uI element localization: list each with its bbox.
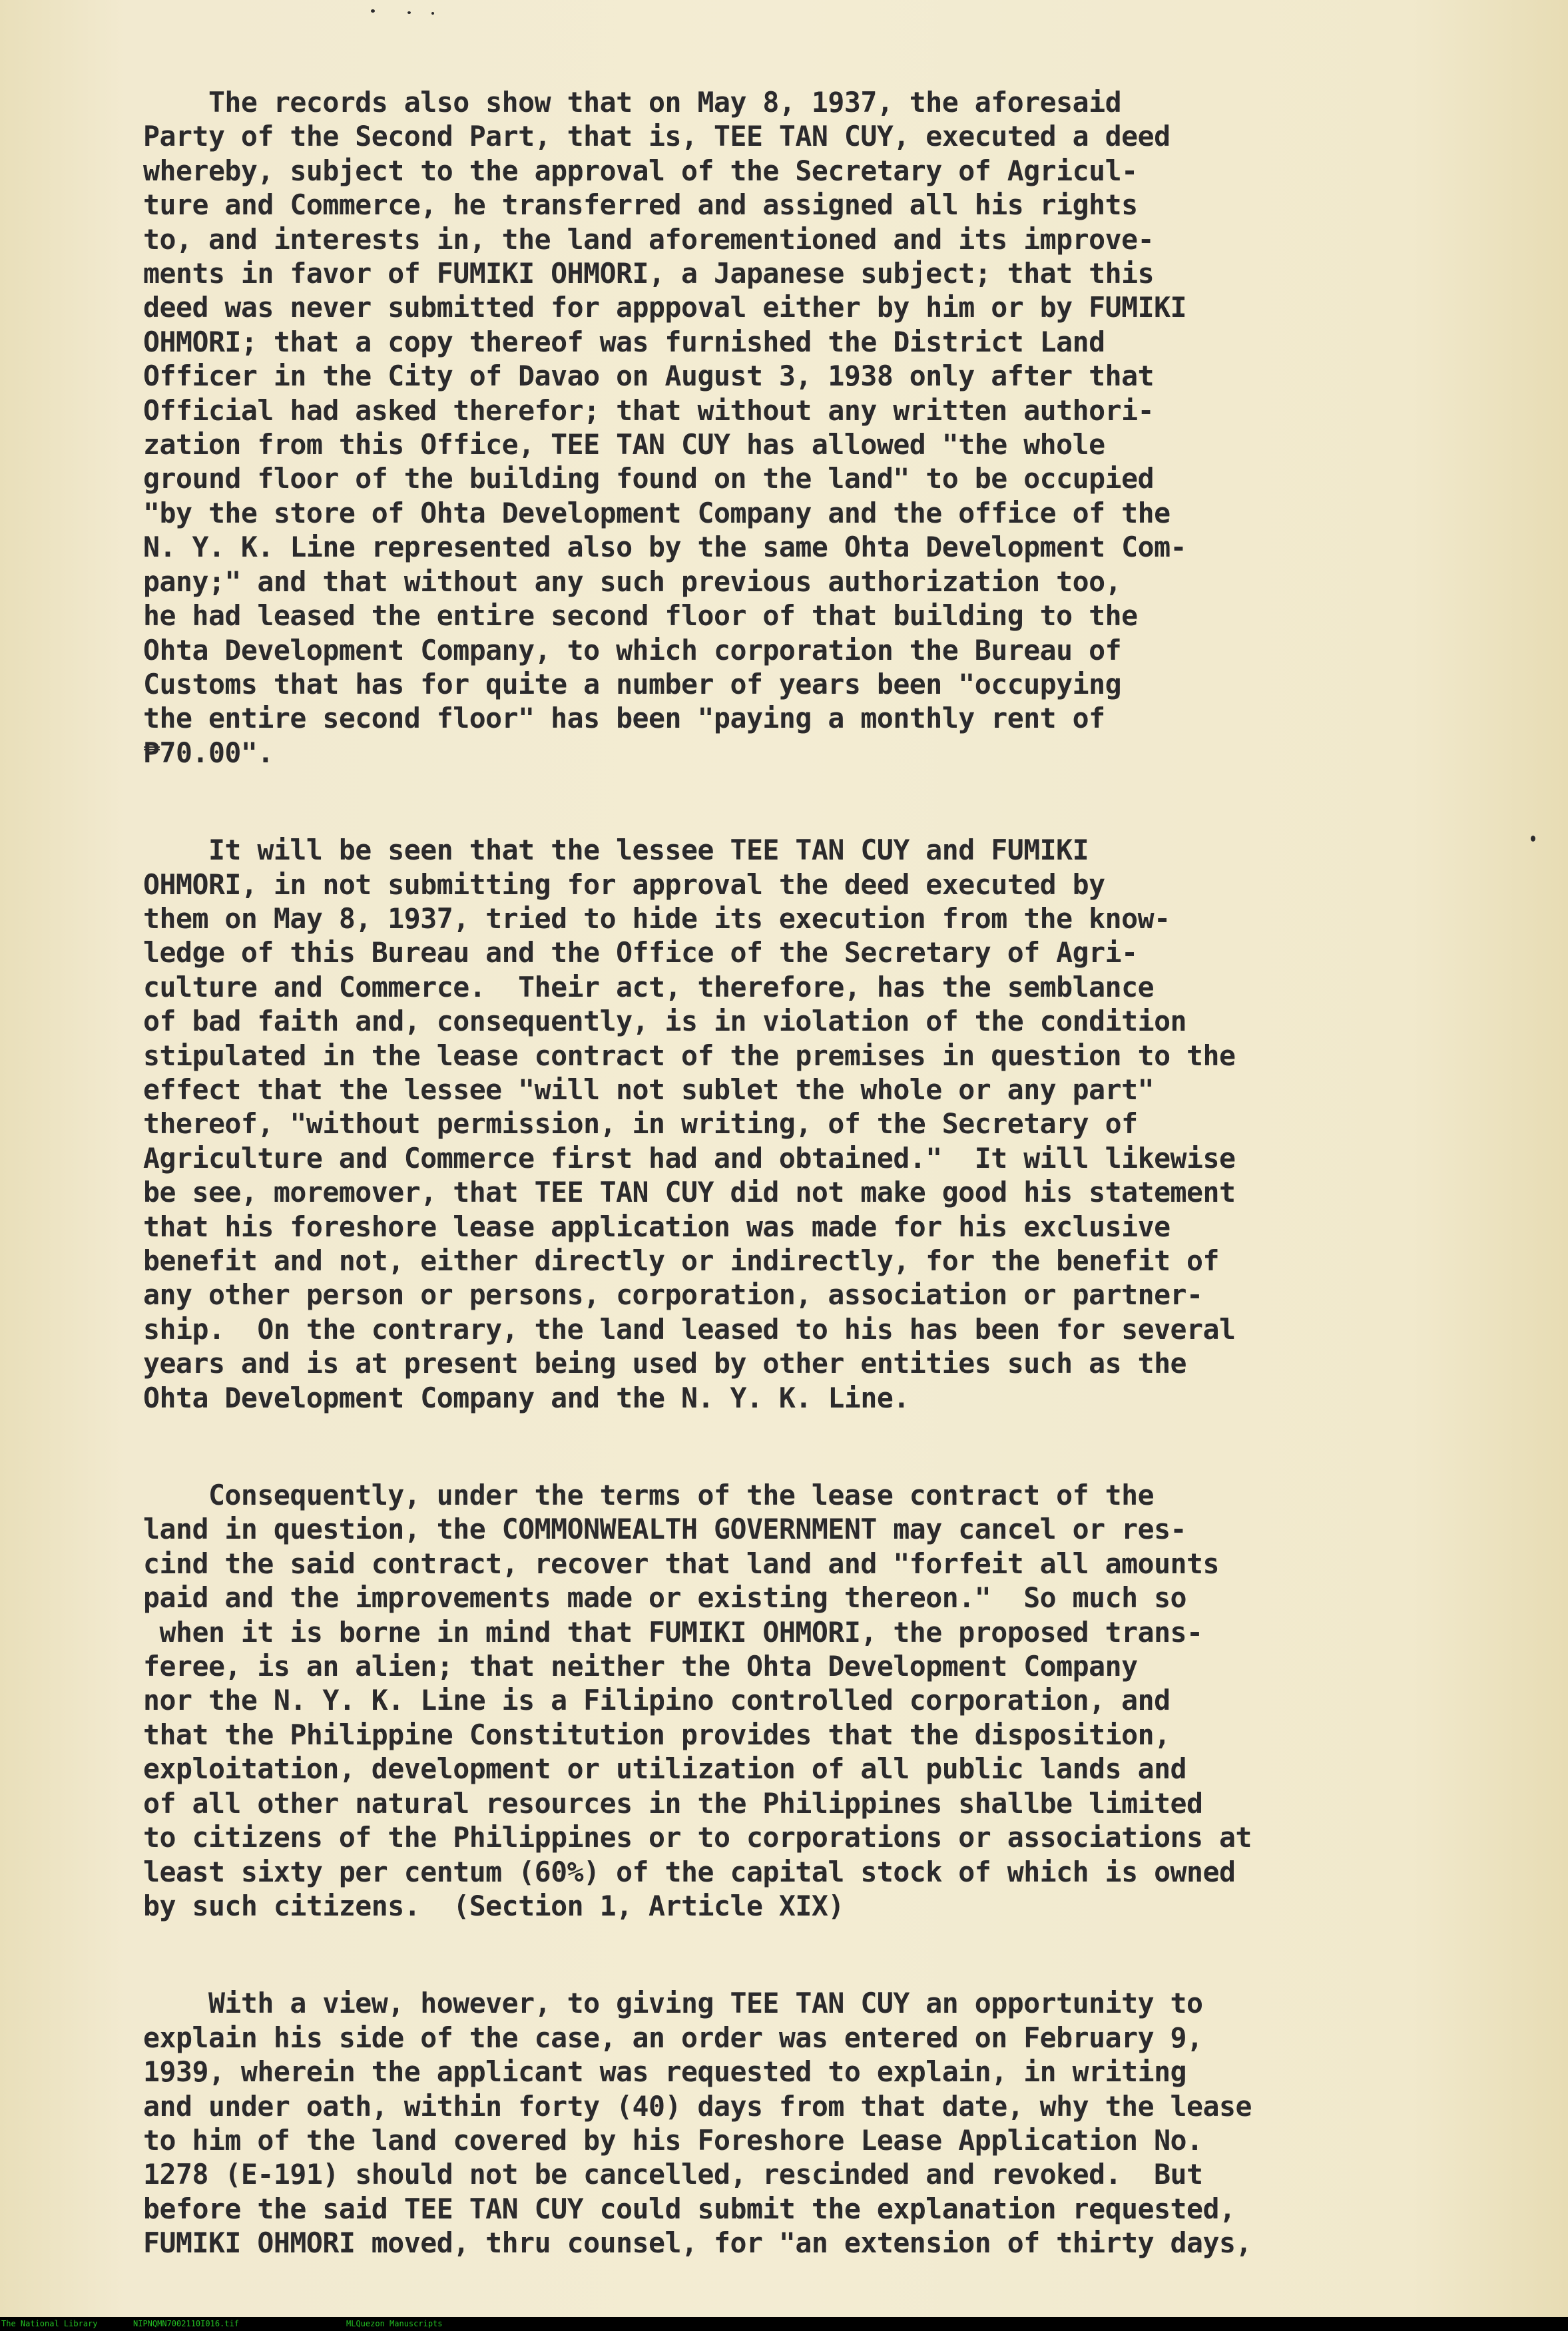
- text-line: Consequently, under the terms of the lease contract of the: [143, 1479, 1155, 1512]
- text-line: pany;" and that without any such previous authorization too,: [143, 565, 1122, 598]
- text-line: N. Y. K. Line represented also by the same Ohta Development Com-: [143, 531, 1187, 564]
- text-line: benefit and not, either directly or indirectly, for the benefit of: [143, 1244, 1220, 1277]
- ink-speck: [371, 9, 375, 13]
- text-line: thereof, "without permission, in writing, of the Secretary of: [143, 1107, 1138, 1141]
- ink-speck: [1531, 836, 1535, 842]
- footer-filename: NIPNQMN7002110I016.tif: [133, 2319, 239, 2328]
- text-line: to him of the land covered by his Foreshore Lease Application No.: [143, 2123, 1203, 2157]
- text-line: ground floor of the building found on the land" to be occupied: [143, 462, 1155, 495]
- paragraph-lessee: [143, 833, 1528, 1415]
- text-line: "by the store of Ohta Development Company and the office of the: [143, 496, 1171, 529]
- letter-body: [143, 85, 1528, 2260]
- text-line: any other person or persons, corporation, association or partner-: [143, 1278, 1203, 1312]
- text-line: deed was never submitted for apppoval either by him or by FUMIKI: [143, 291, 1187, 324]
- text-line: feree, is an alien; that neither the Ohta Development Company: [143, 1650, 1138, 1683]
- text-line: ₱70.00".: [143, 736, 274, 769]
- text-line: years and is at present being used by other entities such as the: [143, 1347, 1187, 1380]
- text-line: nor the N. Y. K. Line is a Filipino controlled corporation, and: [143, 1684, 1171, 1717]
- text-line: to citizens of the Philippines or to corporations or associations at: [143, 1821, 1252, 1854]
- text-line: that his foreshore lease application was made for his exclusive: [143, 1210, 1171, 1243]
- text-line: Customs that has for quite a number of years been "occupying: [143, 667, 1122, 700]
- text-line: It will be seen that the lessee TEE TAN CUY and FUMIKI: [143, 834, 1089, 867]
- ink-speck: [407, 11, 411, 14]
- text-line: ments in favor of FUMIKI OHMORI, a Japanese subject; that this: [143, 257, 1155, 290]
- footer-library: The National Library: [1, 2319, 98, 2328]
- text-line: that the Philippine Constitution provides that the disposition,: [143, 1718, 1171, 1751]
- text-line: OHMORI; that a copy thereof was furnished the District Land: [143, 325, 1105, 358]
- text-line: by such citizens. (Section 1, Article XIX): [143, 1889, 844, 1922]
- text-line: Official had asked therefor; that without any written authori-: [143, 393, 1155, 427]
- text-line: when it is borne in mind that FUMIKI OHMORI, the proposed trans-: [143, 1615, 1203, 1649]
- text-line: OHMORI, in not submitting for approval the deed executed by: [143, 868, 1105, 901]
- footer-collection: MLQuezon Manuscripts: [346, 2319, 443, 2328]
- text-line: FUMIKI OHMORI moved, thru counsel, for "an extension of thirty days,: [143, 2226, 1252, 2260]
- text-line: cind the said contract, recover that land and "forfeit all amounts: [143, 1547, 1220, 1580]
- text-line: be see, moremover, that TEE TAN CUY did not make good his statement: [143, 1176, 1236, 1209]
- paragraph-consequently: [143, 1478, 1528, 1923]
- ink-speck: [431, 12, 434, 15]
- text-line: he had leased the entire second floor of that building to the: [143, 599, 1138, 633]
- text-line: ship. On the contrary, the land leased to his has been for several: [143, 1312, 1236, 1346]
- text-line: paid and the improvements made or existing thereon." So much so: [143, 1581, 1187, 1615]
- text-line: Agriculture and Commerce first had and obtained." It will likewise: [143, 1141, 1236, 1174]
- text-line: them on May 8, 1937, tried to hide its execution from the know-: [143, 902, 1171, 935]
- text-line: With a view, however, to giving TEE TAN CUY an opportunity to: [143, 1987, 1203, 2020]
- text-line: The records also show that on May 8, 1937, the aforesaid: [143, 86, 1122, 119]
- text-line: land in question, the COMMONWEALTH GOVERNMENT may cancel or res-: [143, 1513, 1187, 1546]
- text-line: ture and Commerce, he transferred and assigned all his rights: [143, 188, 1138, 222]
- text-line: Ohta Development Company and the N. Y. K. Line.: [143, 1381, 910, 1414]
- text-line: exploitation, development or utilization of all public lands and: [143, 1752, 1187, 1786]
- paragraph-records: [143, 85, 1528, 770]
- text-line: Officer in the City of Davao on August 3, 1938 only after that: [143, 360, 1155, 393]
- text-line: 1939, wherein the applicant was requested to explain, in writing: [143, 2055, 1187, 2089]
- text-line: before the said TEE TAN CUY could submit the explanation requested,: [143, 2192, 1236, 2225]
- text-line: ledge of this Bureau and the Office of the Secretary of Agri-: [143, 936, 1138, 969]
- paragraph-with-a-view: [143, 1986, 1528, 2260]
- text-line: Ohta Development Company, to which corporation the Bureau of: [143, 633, 1122, 666]
- scan-footer-bar: [0, 2317, 1568, 2331]
- text-line: the entire second floor" has been "paying a monthly rent of: [143, 702, 1105, 735]
- text-line: 1278 (E-191) should not be cancelled, rescinded and revoked. But: [143, 2158, 1203, 2191]
- text-line: of all other natural resources in the Philippines shallbe limited: [143, 1786, 1203, 1820]
- text-line: least sixty per centum (60%) of the capital stock of which is owned: [143, 1855, 1236, 1888]
- text-line: of bad faith and, consequently, is in violation of the condition: [143, 1005, 1187, 1038]
- text-line: zation from this Office, TEE TAN CUY has allowed "the whole: [143, 428, 1105, 461]
- text-line: and under oath, within forty (40) days from that date, why the lease: [143, 2089, 1252, 2123]
- text-line: explain his side of the case, an order was entered on February 9,: [143, 2021, 1203, 2054]
- text-line: to, and interests in, the land aforementioned and its improve-: [143, 222, 1155, 256]
- text-line: stipulated in the lease contract of the premises in question to the: [143, 1039, 1236, 1072]
- text-line: effect that the lessee "will not sublet the whole or any part": [143, 1073, 1155, 1106]
- text-line: Party of the Second Part, that is, TEE TAN CUY, executed a deed: [143, 120, 1171, 153]
- text-line: whereby, subject to the approval of the Secretary of Agricul-: [143, 154, 1138, 187]
- text-line: culture and Commerce. Their act, therefore, has the semblance: [143, 970, 1155, 1003]
